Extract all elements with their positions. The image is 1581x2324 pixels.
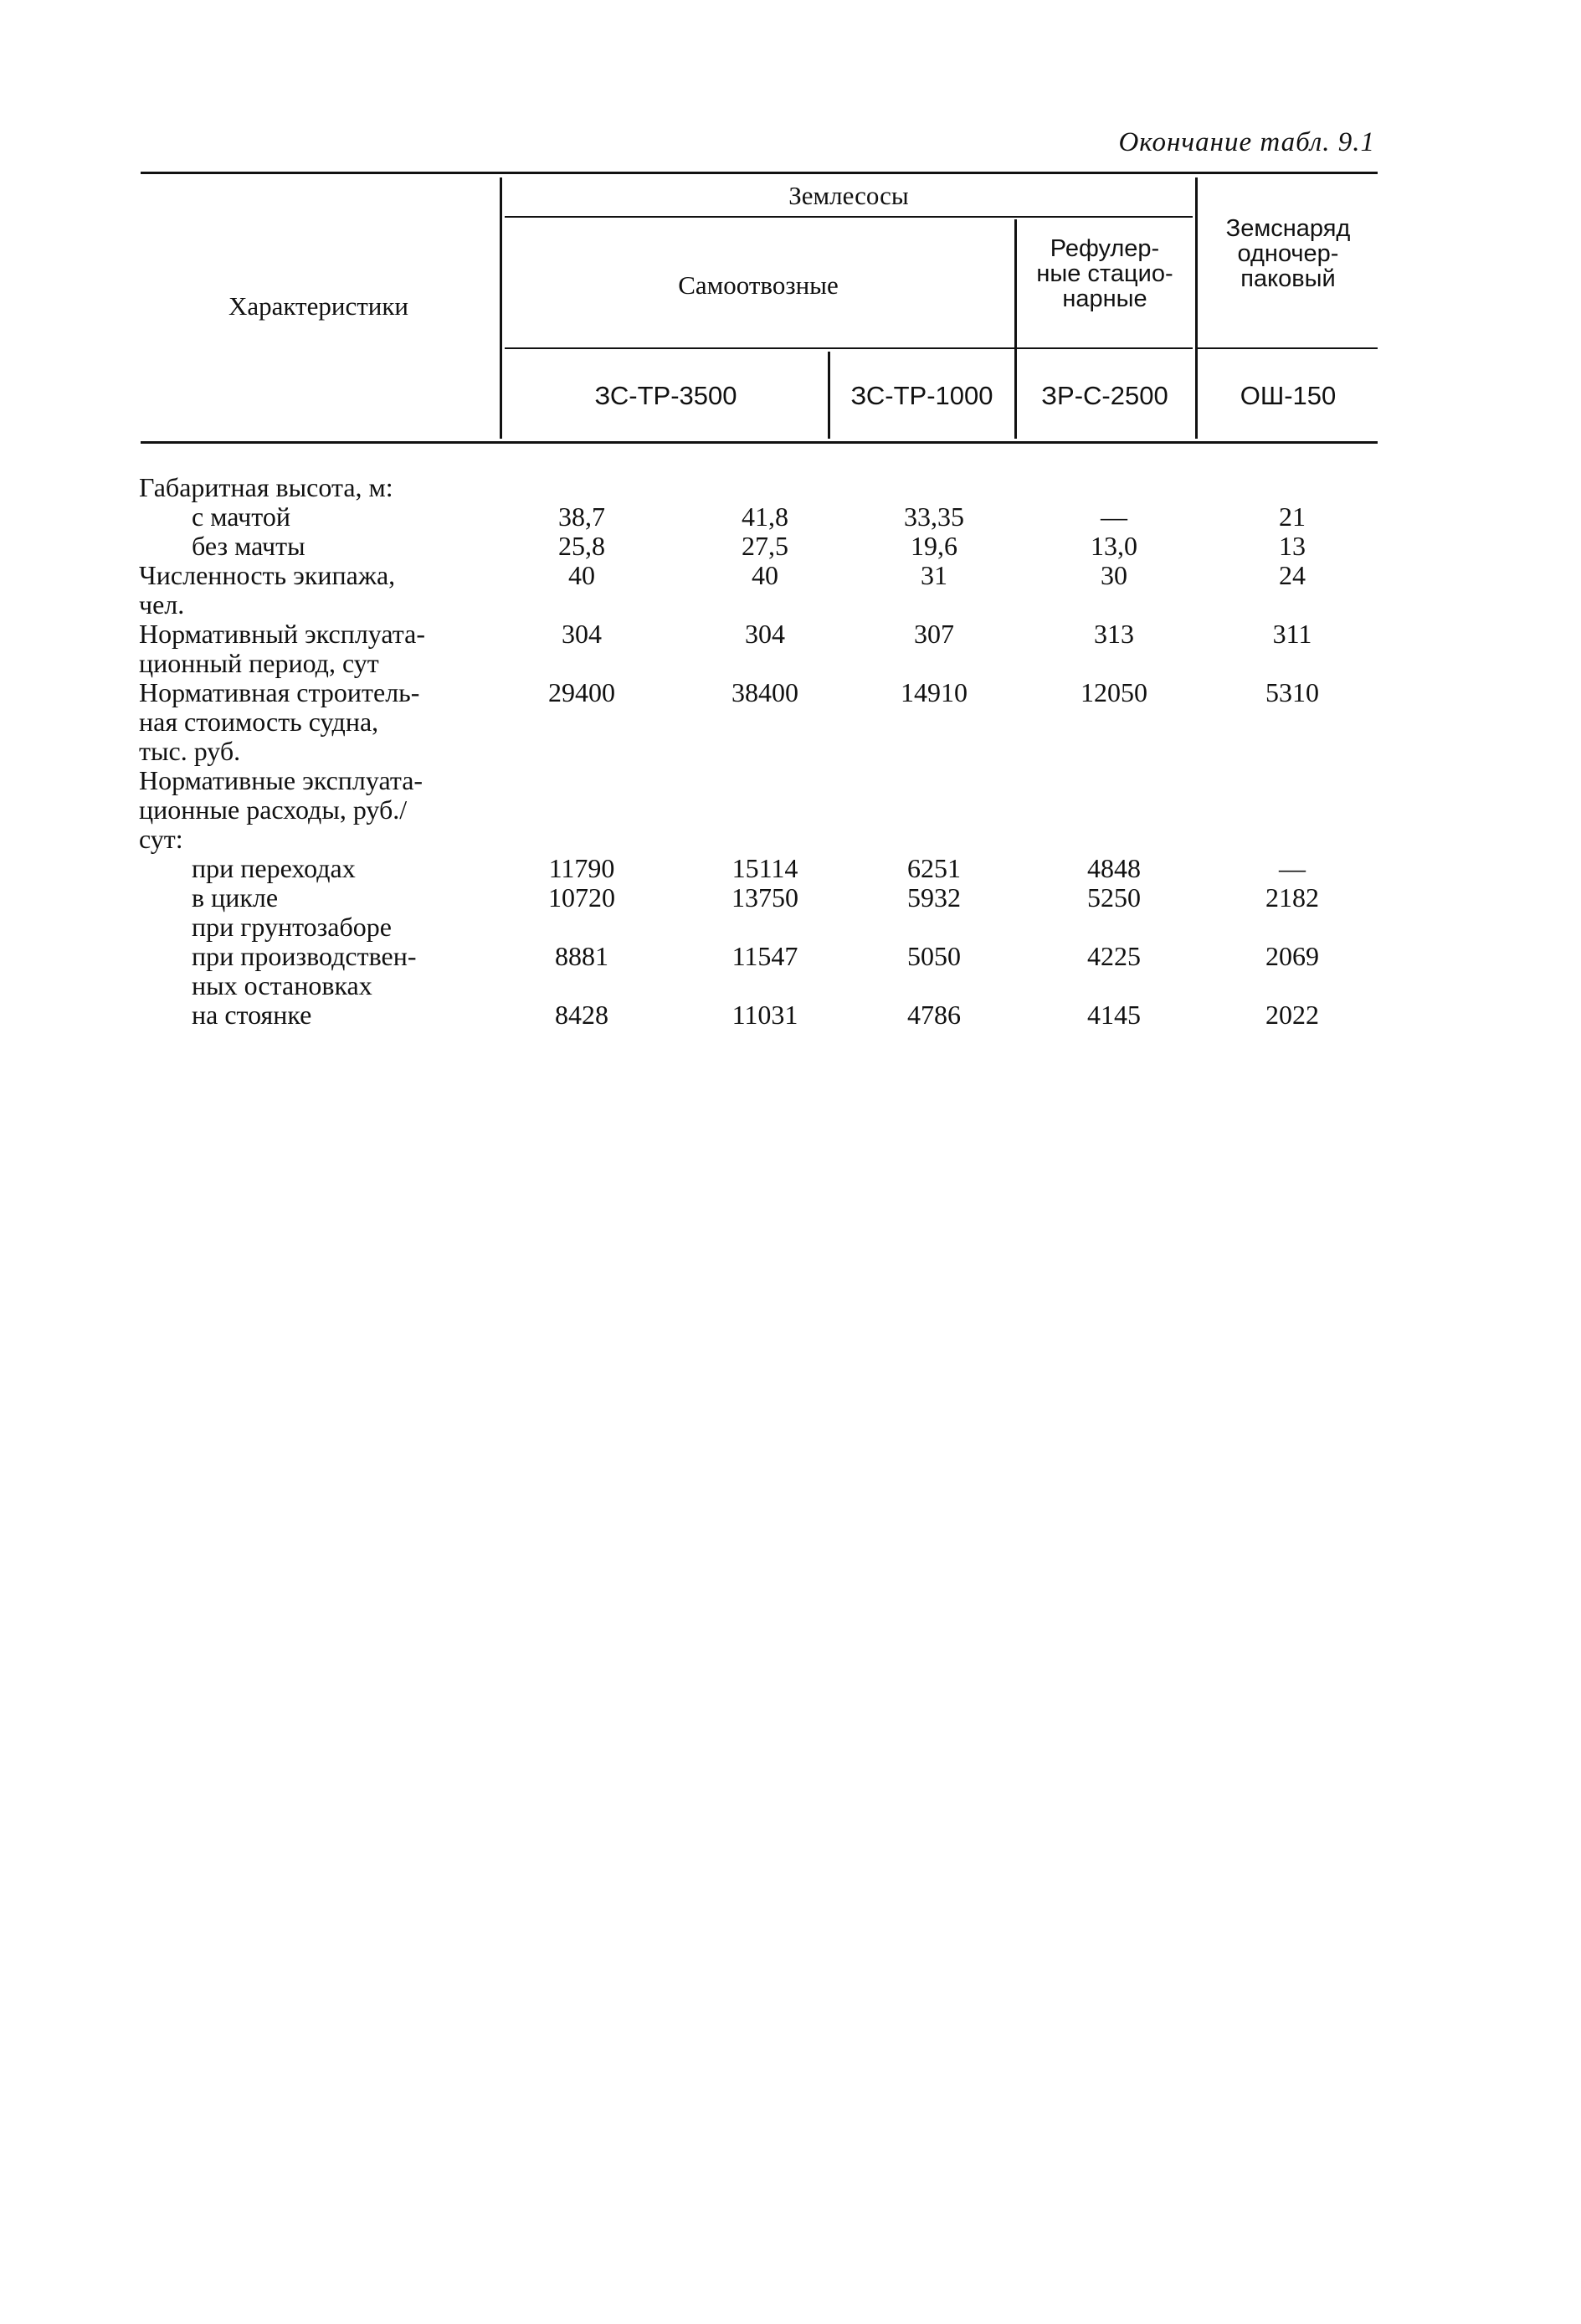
row-value: 4786: [907, 1000, 961, 1030]
row-value: 304: [745, 619, 785, 649]
row-value: 4145: [1087, 1000, 1141, 1030]
row-value: 2182: [1265, 882, 1319, 913]
model-osh-150: ОШ-150: [1240, 381, 1337, 410]
table-top-rule: [141, 172, 1378, 174]
vline-characteristics: [500, 177, 502, 439]
header-zemsnaryad-line-1: Земснаряд: [1225, 215, 1351, 242]
row-value: 30: [1101, 560, 1127, 590]
header-samootvoznye: Самоотвозные: [678, 270, 839, 300]
row-value: —: [1279, 853, 1306, 883]
row-label: Нормативные эксплуата-: [139, 765, 423, 795]
header-bottom-rule: [141, 441, 1378, 444]
zemlesosy-underline: [505, 216, 1193, 218]
row-value: 15114: [731, 853, 798, 883]
row-value: 25,8: [558, 531, 605, 561]
row-value: 2022: [1265, 1000, 1319, 1030]
row-label: при переходах: [192, 853, 356, 883]
row-value: 11547: [731, 941, 798, 971]
row-value: 6251: [907, 853, 961, 883]
header-characteristics: Характеристики: [228, 291, 408, 321]
row-value: 21: [1279, 501, 1306, 532]
row-value: 27,5: [742, 531, 788, 561]
row-label: при грунтозаборе: [192, 912, 392, 942]
row-label: на стоянке: [192, 1000, 312, 1030]
row-value: 313: [1094, 619, 1134, 649]
row-label: ционные расходы, руб./: [139, 794, 408, 825]
row-value: 4848: [1087, 853, 1141, 883]
row-value: 5250: [1087, 882, 1141, 913]
row-value: 13750: [731, 882, 798, 913]
zemsnaryad-underline: [1197, 347, 1378, 349]
row-label: Нормативная строитель-: [139, 677, 420, 707]
model-zs-tr-3500: ЗС-ТР-3500: [594, 381, 737, 410]
header-refulernye-line-2: ные стацио-: [1036, 260, 1173, 287]
row-value: 5310: [1265, 677, 1319, 707]
row-value: 2069: [1265, 941, 1319, 971]
row-value: 10720: [548, 882, 615, 913]
row-value: 8428: [555, 1000, 608, 1030]
row-label: чел.: [139, 589, 185, 620]
row-value: 38400: [731, 677, 798, 707]
row-value: 40: [568, 560, 595, 590]
row-value: 5050: [907, 941, 961, 971]
row-label: Нормативный эксплуата-: [139, 619, 425, 649]
header-zemsnaryad-line-3: паковый: [1240, 265, 1336, 292]
row-value: 11790: [548, 853, 615, 883]
row-label: с мачтой: [192, 501, 290, 532]
row-value: 24: [1279, 560, 1306, 590]
header-zemsnaryad-line-2: одночер-: [1237, 240, 1339, 267]
row-value: 41,8: [742, 501, 788, 532]
row-label: тыс. руб.: [139, 736, 241, 766]
vline-refulernye: [1014, 219, 1017, 439]
model-zs-tr-1000: ЗС-ТР-1000: [850, 381, 993, 410]
row-value: 12050: [1081, 677, 1147, 707]
table-caption: Окончание табл. 9.1: [1118, 127, 1375, 157]
header-refulernye-line-3: нарные: [1062, 285, 1147, 312]
row-label: при производствен-: [192, 941, 417, 971]
row-value: 4225: [1087, 941, 1141, 971]
row-value: 38,7: [558, 501, 605, 532]
row-value: 11031: [731, 1000, 798, 1030]
row-value: 40: [752, 560, 778, 590]
row-value: 311: [1272, 619, 1312, 649]
row-label: Численность экипажа,: [139, 560, 396, 590]
row-value: 5932: [907, 882, 961, 913]
model-zr-s-2500: ЗР-С-2500: [1041, 381, 1168, 410]
row-label: ционный период, сут: [139, 648, 379, 678]
row-label: в цикле: [192, 882, 279, 913]
row-value: 14910: [901, 677, 968, 707]
vline-model-2: [828, 352, 830, 439]
row-value: 31: [921, 560, 947, 590]
row-value: —: [1101, 501, 1127, 532]
row-label: Габаритная высота, м:: [139, 472, 393, 502]
row-label: ная стоимость судна,: [139, 707, 379, 737]
header-zemlesosy: Землесосы: [788, 181, 909, 210]
group-underline: [505, 347, 1193, 349]
row-value: 13,0: [1091, 531, 1137, 561]
header-refulernye-line-1: Рефулер-: [1050, 235, 1160, 262]
row-value: 13: [1279, 531, 1306, 561]
row-label: ных остановках: [192, 970, 372, 1000]
row-value: 33,35: [904, 501, 964, 532]
header-zemsnaryad: [1199, 216, 1378, 291]
row-label: без мачты: [192, 531, 305, 561]
header-refulernye: [1018, 236, 1192, 311]
row-value: 304: [562, 619, 602, 649]
vline-zemsnaryad: [1195, 177, 1198, 439]
row-value: 29400: [548, 677, 615, 707]
row-value: 8881: [555, 941, 608, 971]
row-value: 307: [914, 619, 954, 649]
row-label: сут:: [139, 824, 183, 854]
row-value: 19,6: [911, 531, 957, 561]
